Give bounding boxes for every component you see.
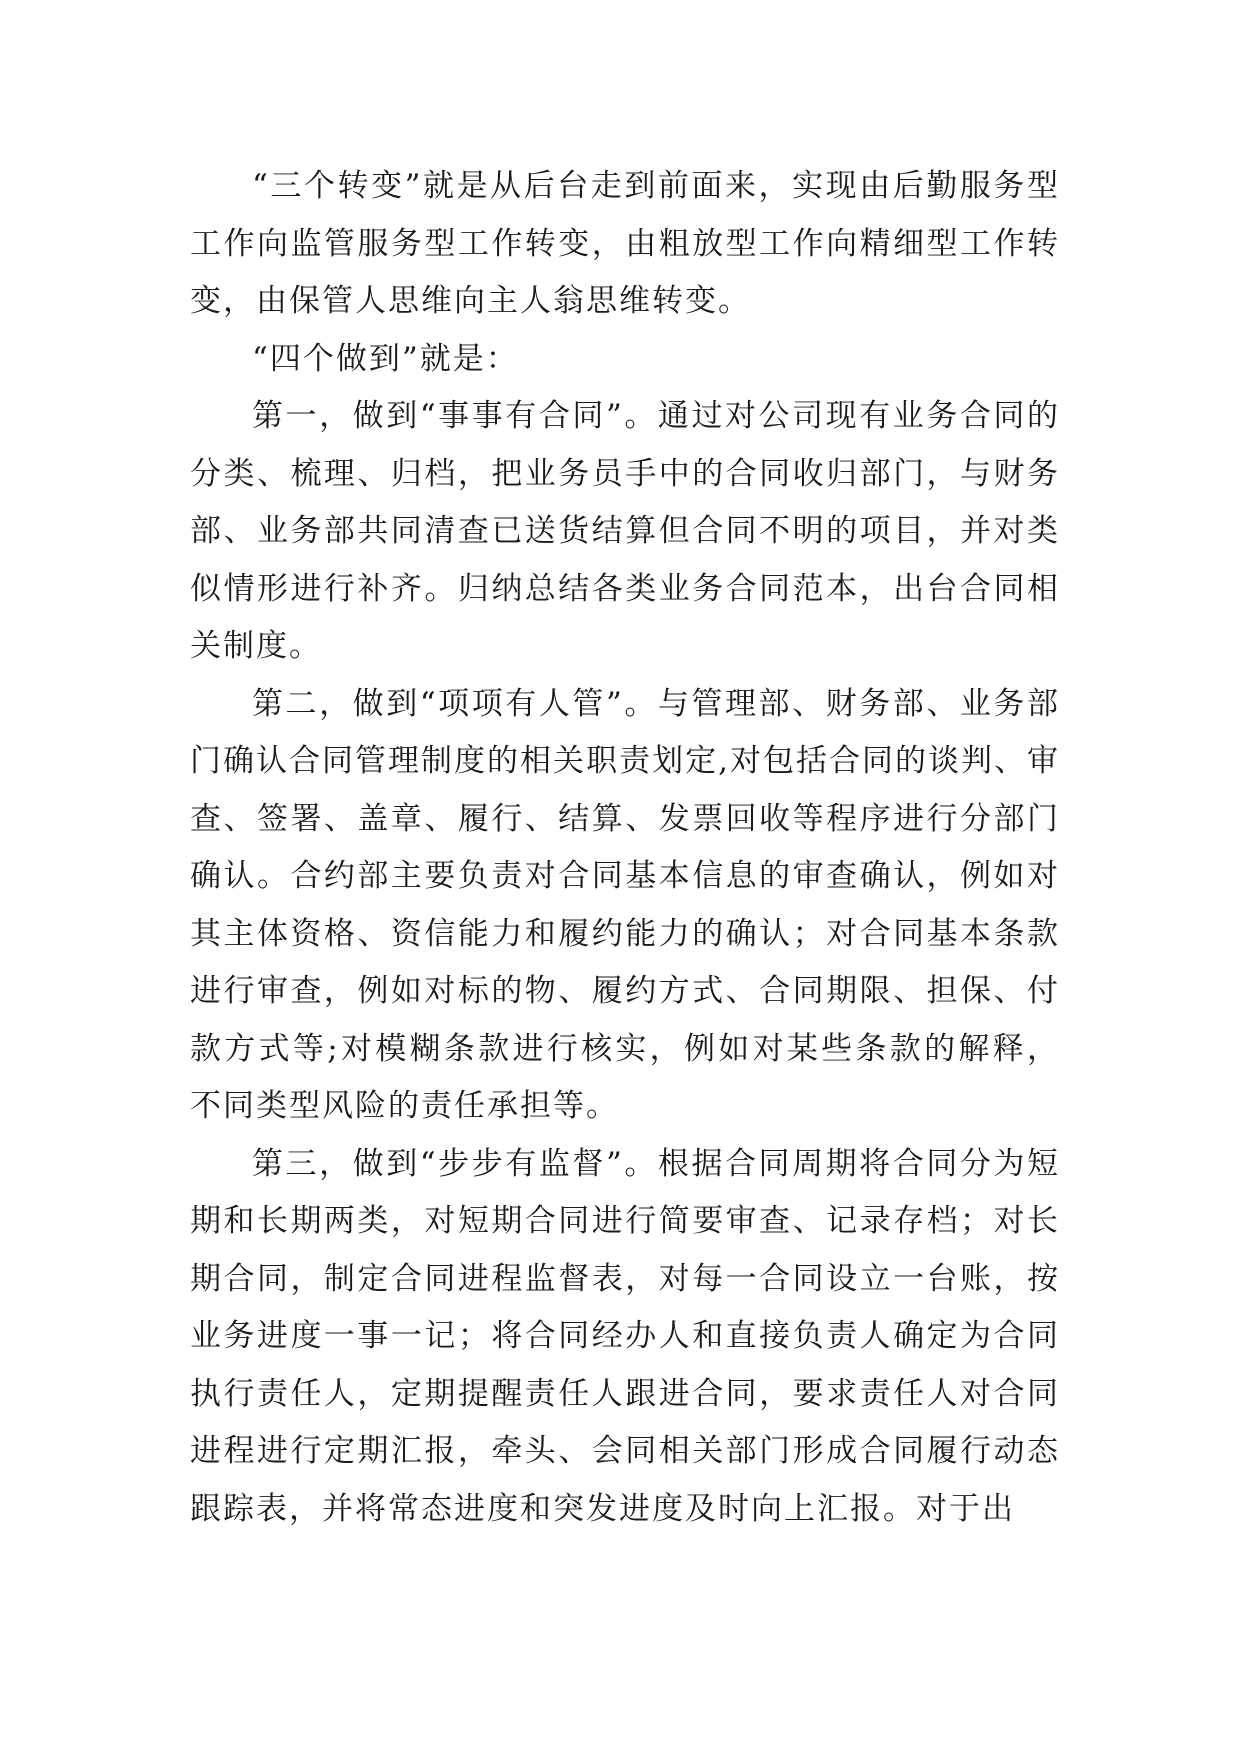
paragraph-four-achievements-intro: “四个做到”就是： <box>252 340 519 377</box>
paragraph-three-transformations: “三个转变”就是从后台走到前面来，实现由后勤服务型工作向监管服务型工作转变，由粗放型工作向精细型工作转变，由保管人思维向主人翁思维转变。 <box>190 168 1060 319</box>
paragraph-second-responsibility: 第二，做到“项项有人管”。与管理部、财务部、业务部门确认合同管理制度的相关职责划定,对包括合同的谈判、审查、签署、盖章、履行、结算、发票回收等程序进行分部门确认。合约部主要负责对合同基本信息的审查确认，例如对其主体资格、资信能力和履约能力的确认；对合同基本条款进行审查，例如对标的物、履约方式、合同期限、担保、付款方式等;对模糊条款进行核实，例如对某些条款的解释，不同类型风险的责任承担等。 <box>190 685 1060 1124</box>
paragraph-third-supervision: 第三，做到“步步有监督”。根据合同周期将合同分为短期和长期两类，对短期合同进行简要审查、记录存档；对长期合同，制定合同进程监督表，对每一合同设立一台账，按业务进度一事一记；将合同经办人和直接负责人确定为合同执行责任人，定期提醒责任人跟进合同，要求责任人对合同进程进行定期汇报，牵头、会同相关部门形成合同履行动态跟踪表，并将常态进度和突发进度及时向上汇报。对于出 <box>190 1145 1060 1527</box>
document-body <box>190 158 1060 1538</box>
paragraph-first-contract: 第一，做到“事事有合同”。通过对公司现有业务合同的分类、梳理、归档，把业务员手中的合同收归部门，与财务部、业务部共同清查已送货结算但合同不明的项目，并对类似情形进行补齐。归纳总结各类业务合同范本，出台合同相关制度。 <box>190 398 1060 664</box>
